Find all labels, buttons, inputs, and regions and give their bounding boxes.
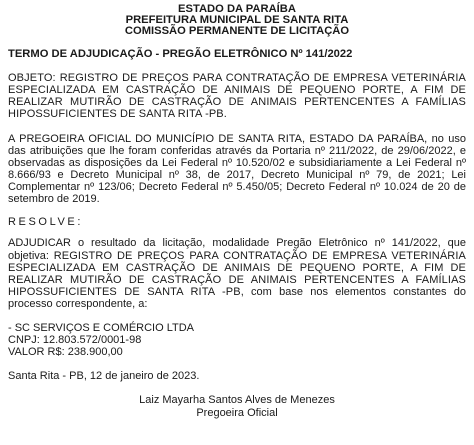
company-name: - SC SERVIÇOS E COMÉRCIO LTDA: [8, 321, 195, 334]
document-header: [8, 0, 466, 37]
company-cnpj: CNPJ: 12.803.572/0001-98: [8, 333, 142, 346]
place-date: Santa Rita - PB, 12 de janeiro de 2023.: [8, 370, 200, 383]
resolve-heading: RESOLVE:: [8, 216, 84, 229]
signature-block: [8, 394, 466, 418]
header-state: ESTADO DA PARAÍBA: [178, 3, 296, 15]
company-value: VALOR R$: 238.900,00: [8, 346, 123, 359]
adjudicar-intro: ADJUDICAR o resultado da licitação, modalidade Pregão Eletrônico nº 141/2022, que objetiva:: [8, 237, 466, 262]
company-block: [8, 322, 466, 359]
header-prefecture: PREFEITURA MUNICIPAL DE SANTA RITA: [125, 14, 349, 26]
term-title: TERMO DE ADJUDICAÇÃO - PREGÃO ELETRÔNICO Nº 141/2022: [8, 48, 353, 60]
adjudicar-object: REGISTRO DE PREÇOS PARA CONTRATAÇÃO DE EMPRESA VETERINÁRIA ESPECIALIZADA EM CASTRAÇÃO DE ANIMAIS DE PEQUENO PORTE, A FIM DE REALIZAR MUTIRÃO DE CASTRAÇÃO DE ANIMAIS PERTENCENTES A FAMÍLIAS HIPOSSUFICIENTES DE SANTA RITA -PB: [8, 249, 466, 298]
objeto-paragraph: OBJETO: REGISTRO DE PREÇOS PARA CONTRATAÇÃO DE EMPRESA VETERINÁRIA ESPECIALIZADA EM CASTRAÇÃO DE ANIMAIS DE PEQUENO PORTE, A FIM DE REALIZAR MUTIRÃO DE CASTRAÇÃO DE ANIMAIS PERTENCENTES A FAMÍLIAS HIPOSSUFICIENTES DE SANTA RITA -PB.: [8, 72, 466, 121]
signatory-role: Pregoeira Oficial: [196, 406, 278, 419]
adjudicar-paragraph: [8, 237, 466, 309]
header-commission: COMISSÃO PERMANENTE DE LICITAÇÃO: [124, 25, 350, 37]
adjudicar-tail: , com base nos elementos constantes do processo correspondente, a:: [8, 285, 467, 310]
preamble-paragraph: A PREGOEIRA OFICIAL DO MUNICÍPIO DE SANTA RITA, ESTADO DA PARAÍBA, no uso das atribuições que lhe foram conferidas através da Portaria nº 211/2022, de 29/06/2022, e observadas as disposições da Lei Federal nº 10.520/02 e subsidiariamente a Lei Federal nº 8.666/93 e Decreto Municipal nº 38, de 2017, Decreto Municipal nº 79, de 2021; Lei Complementar nº 123/06; Decreto Federal nº 5.450/05; Decreto Federal nº 10.024 de 20 de setembro de 2019.: [8, 133, 466, 206]
signatory-name: Laiz Mayarha Santos Alves de Menezes: [139, 394, 335, 407]
